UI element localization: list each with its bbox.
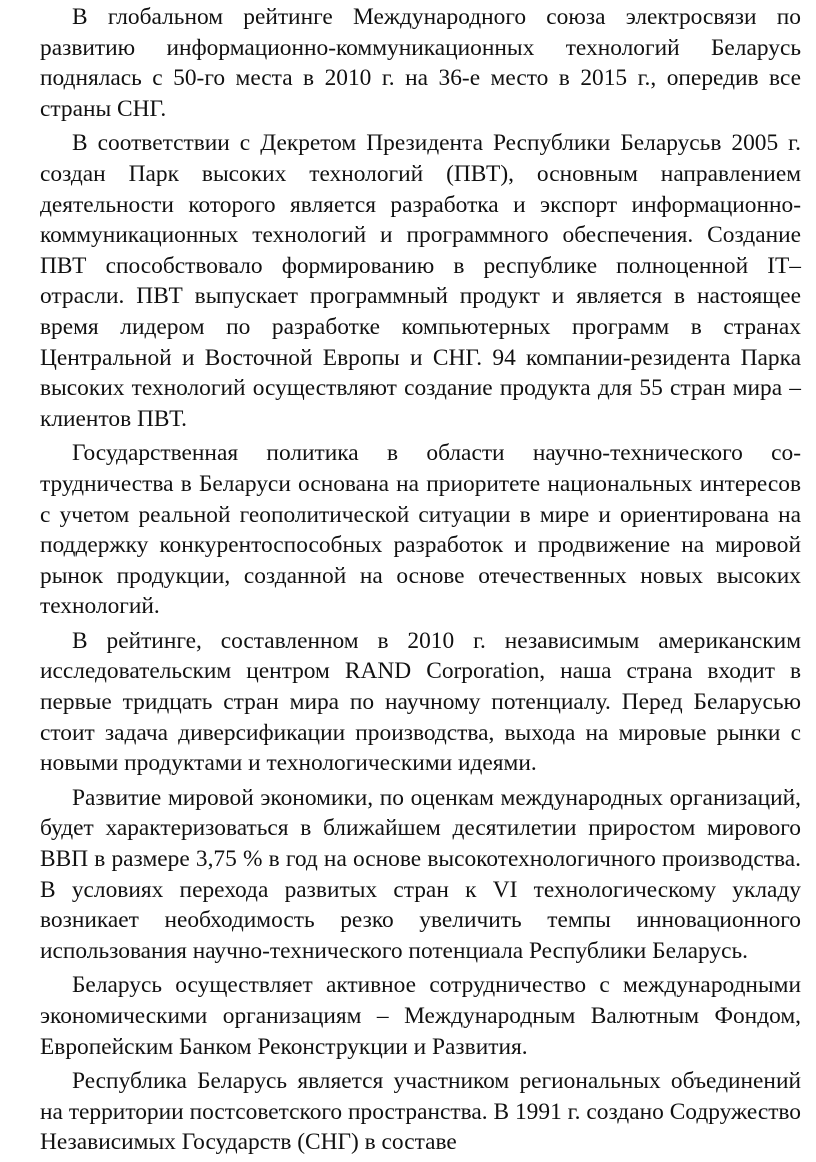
paragraph-world-economy: Развитие мировой экономики, по оценкам международных организаций, будет характеризоваться в ближайшем десятилетии приростом мирового ВВП в размере 3,75 % в год на основе высокотехнологичного производства. В условиях перехода развитых стран к VI технологическому укладу возникает необходимость резко увеличить темпы инновационного использования научно-технического потенциала Республики Беларусь. (40, 784, 801, 964)
paragraph-state-policy: Государственная политика в области научно-технического сотрудничества в Беларуси основана на приоритете национальных интересов с учетом реальной геополитической ситуации в мире и ориентирована на поддержку конкурентоспособных разработок и продвижение на мировой рынок продукции, созданной на основе отечественных новых высоких технологий. (40, 440, 801, 620)
paragraph-ict-rating: В глобальном рейтинге Международного союза электросвязи по развитию информационно-коммуникационных технологий Беларусь поднялась с 50-го места в 2010 г. на 36-е место в 2015 г., опередив все страны СНГ. (40, 4, 801, 122)
paragraph-international-cooperation: Беларусь осуществляет активное сотрудничество с международными экономическими организациям – Международным Валютным Фондом, Европейским Банком Реконструкции и Развития. (40, 972, 801, 1060)
paragraph-hi-tech-park: В соответствии с Декретом Президента Республики Беларусьв 2005 г. создан Парк высоких технологий (ПВТ), основным направлением деятельности которого является разработка и экспорт информационно-коммуникационных технологий и программного обеспечения. Создание ПВТ способствовало формированию в республике полноценной IT–отрасли. ПВТ выпускает программный продукт и является в настоящее время лидером по разработке компьютерных программ в странах Центральной и Восточной Европы и СНГ. 94 компании-резидента Парка высоких технологий осуществляют создание продукта для 55 стран мира – клиентов ПВТ. (40, 130, 801, 432)
paragraph-regional-associations: Республика Беларусь является участником региональных объединений на территории постсоветского пространства. В 1991 г. создано Содружество Независимых Государств (СНГ) в составе (40, 1068, 801, 1156)
paragraph-rand-rating: В рейтинге, составленном в 2010 г. независимым американским исследовательским центром RAND Corporation, наша страна входит в первые тридцать стран мира по научному потенциалу. Перед Беларусью стоит задача диверсификации производства, выхода на мировые рынки с новыми продуктами и технологическими идеями. (40, 627, 801, 777)
document-page (40, 2, 801, 1162)
